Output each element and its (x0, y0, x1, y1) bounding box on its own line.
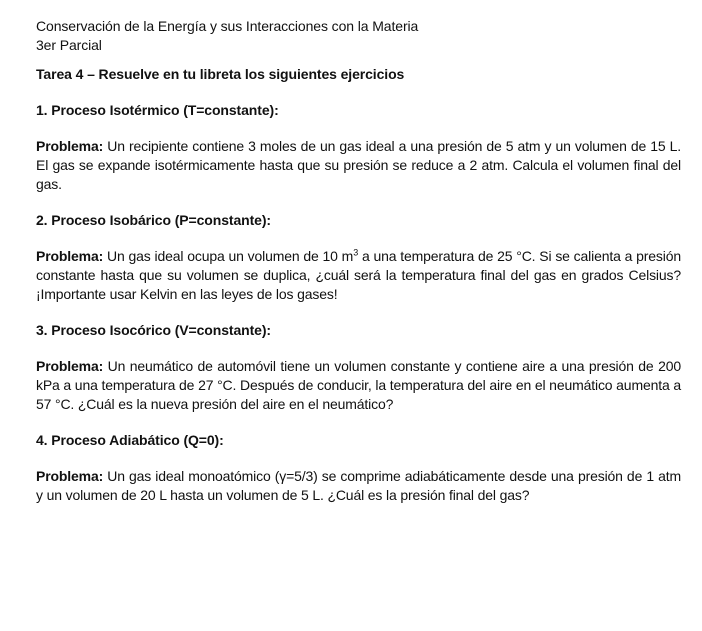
section-heading: 2. Proceso Isobárico (P=constante): (36, 212, 271, 228)
problem-label: Problema: (36, 358, 104, 374)
section-heading: 4. Proceso Adiabático (Q=0): (36, 432, 224, 448)
problem-label: Problema: (36, 138, 104, 154)
problem-label: Problema: (36, 468, 104, 484)
task-title: Tarea 4 – Resuelve en tu libreta los siguientes ejercicios (36, 66, 405, 82)
section-heading: 3. Proceso Isocórico (V=constante): (36, 322, 271, 338)
problem-body: Un neumático de automóvil tiene un volumen constante y contiene aire a una presión de 200 kPa a una temperatura de 27 °C. Después de conducir, la temperatura del aire en el neumático aumenta a 57 °C. ¿Cuál es la nueva presión del aire en el neumático? (36, 358, 681, 412)
problem-body-start: Un gas ideal ocupa un volumen de 10 m (107, 248, 354, 264)
problem-text (36, 137, 681, 194)
section-isochoric (36, 321, 682, 414)
section-isobaric (36, 211, 682, 304)
problem-text (36, 247, 681, 304)
section-adiabatic (36, 431, 682, 505)
superscript-3: 3 (353, 247, 359, 258)
section-heading: 1. Proceso Isotérmico (T=constante): (36, 102, 279, 118)
problem-text (36, 357, 681, 414)
problem-body: Un gas ideal monoatómico (γ=5/3) se comprime adiabáticamente desde una presión de 1 atm y un volumen de 20 L hasta un volumen de 5 L. ¿Cuál es la presión final del gas? (36, 468, 681, 503)
section-isothermal (36, 101, 682, 194)
problem-label: Problema: (36, 248, 104, 264)
course-title: Conservación de la Energía y sus Interacciones con la Materia (36, 18, 419, 34)
problem-text (36, 467, 681, 505)
problem-body: Un recipiente contiene 3 moles de un gas ideal a una presión de 5 atm y un volumen de 15 L. El gas se expande isotérmicamente hasta que su presión se reduce a 2 atm. Calcula el volumen final del gas. (36, 138, 681, 192)
term-label: 3er Parcial (36, 37, 102, 53)
problem-body-end: a una temperatura de 25 °C. Si se calienta a presión constante hasta que su volumen se duplica, ¿cuál será la temperatura final del gas en grados Celsius? ¡Importante usar Kelvin en las leyes de los gases! (36, 248, 681, 302)
